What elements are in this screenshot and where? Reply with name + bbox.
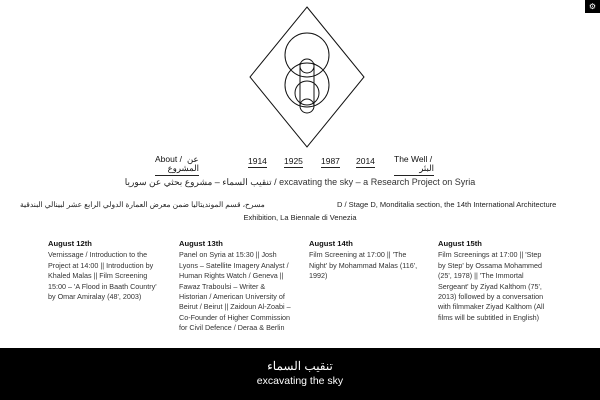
page-headline bbox=[0, 177, 600, 188]
nav-year-1987[interactable]: 1987 bbox=[321, 156, 340, 166]
headline-separator: / bbox=[274, 177, 277, 187]
schedule-text: Film Screening at 17:00 || 'The Night' by Mohammad Malas (116', 1992) bbox=[309, 250, 418, 281]
nav-year-2014[interactable]: 2014 bbox=[356, 156, 375, 166]
headline-arabic: تنقيب السماء – مشروع بحثي عن سوريا bbox=[124, 177, 272, 187]
schedule-day bbox=[438, 239, 550, 323]
schedule-text: Vernissage / Introduction to the Project at 14:00 || Introduction by Khaled Malas || Film Screening 15:00 – 'A Flood in Baath Country' by Omar Amiralay (48', 2003) bbox=[48, 250, 157, 302]
schedule-day bbox=[48, 239, 160, 302]
subline-english: D / Stage D, Monditalia section, the 14th International Architecture bbox=[337, 200, 557, 209]
nav-well-ar[interactable]: البئر bbox=[394, 163, 434, 176]
schedule-date: August 14th bbox=[309, 239, 353, 248]
schedule-text: Film Screenings at 17:00 || 'Step by Step' by Ossama Mohammed (25', 1978) || 'The Immortal Sergeant' by Ziyad Kalthom (75', 2013) followed by a conversation with filmmaker Ziyad Kalthom (All films will be subtitled in English) bbox=[438, 250, 545, 322]
subline-arabic: مسرح، قسم المونديتاليا ضمن معرض العمارة الدولي الرابع عشر لبينالي البندقية bbox=[20, 200, 265, 209]
footer-title-arabic: تنقيب السماء bbox=[267, 359, 333, 373]
footer-bar bbox=[0, 348, 600, 400]
subline-english-2: Exhibition, La Biennale di Venezia bbox=[243, 213, 357, 222]
settings-icon[interactable]: ⚙ bbox=[585, 0, 600, 13]
schedule-day bbox=[179, 239, 291, 334]
nav-well-en[interactable]: The Well / bbox=[394, 154, 433, 164]
nav-project-ar[interactable]: المشروع bbox=[155, 163, 199, 176]
schedule-date: August 12th bbox=[48, 239, 92, 248]
nav-year-1914[interactable]: 1914 bbox=[248, 156, 267, 166]
schedule-day bbox=[309, 239, 421, 282]
schedule-text: Panel on Syria at 15:30 || Josh Lyons – Satellite Imagery Analyst / Human Rights Watch / Geneva || Fawaz Traboulsi – Writer & Historian / American University of Beirut / Beirut || Zaidoun Al-Zoabi – Co-Founder of Higher Commission for Civil Defence / Deraa & Berlin bbox=[179, 250, 291, 333]
footer-title-english: excavating the sky bbox=[256, 375, 344, 387]
nav-about-ar[interactable]: عن bbox=[187, 154, 199, 164]
schedule-date: August 15th bbox=[438, 239, 482, 248]
headline-english: excavating the sky – a Research Project on Syria bbox=[279, 177, 476, 187]
nav-about-en[interactable]: About / bbox=[155, 154, 182, 164]
schedule-date: August 13th bbox=[179, 239, 223, 248]
nav-year-1925[interactable]: 1925 bbox=[284, 156, 303, 166]
